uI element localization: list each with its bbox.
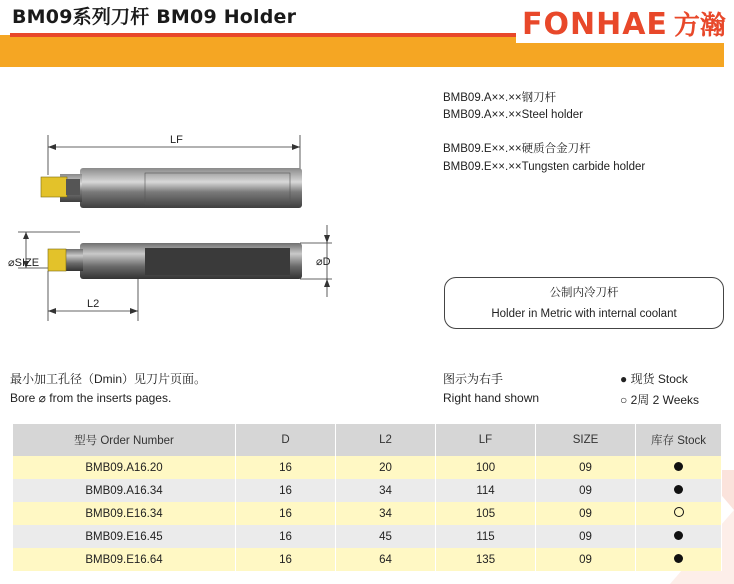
col-l2: L2 (336, 424, 436, 456)
coolant-box (444, 277, 724, 329)
col-size: SIZE (536, 424, 636, 456)
lf-label: LF (170, 134, 183, 146)
size-label: ⌀SIZE (8, 257, 40, 269)
order-table (13, 424, 722, 571)
cell-size: 09 (536, 479, 636, 502)
page-title: BM09系列刀杆 BM09 Holder (12, 6, 297, 28)
d-label: ⌀D (316, 256, 331, 268)
cell-lf: 135 (436, 548, 536, 571)
in-stock-icon (674, 531, 683, 540)
brand-logo (522, 8, 726, 43)
coolant-cn: 公制内冷刀杆 (549, 287, 619, 299)
cell-d: 16 (236, 502, 336, 525)
cell-order-number: BMB09.A16.20 (13, 456, 236, 479)
cell-size: 09 (536, 456, 636, 479)
col-stock: 库存 Stock (636, 424, 722, 456)
in-stock-icon (674, 462, 683, 471)
cell-stock (636, 456, 722, 479)
brand-accent-line (10, 33, 520, 37)
cell-lf: 105 (436, 502, 536, 525)
bore-note-cn: 最小加工孔径（Dmin）见刀片页面。 (10, 372, 207, 386)
cell-lf: 115 (436, 525, 536, 548)
cell-stock (636, 525, 722, 548)
cell-order-number: BMB09.E16.45 (13, 525, 236, 548)
cell-d: 16 (236, 456, 336, 479)
col-d: D (236, 424, 336, 456)
two-weeks-icon (674, 507, 684, 517)
table-row (13, 502, 722, 525)
spec-carbide-cn: BMB09.E××.××硬质合金刀杆 (443, 143, 591, 155)
table-row (13, 479, 722, 502)
cell-l2: 34 (336, 502, 436, 525)
holder-drawing (0, 125, 440, 325)
cell-d: 16 (236, 479, 336, 502)
cell-order-number: BMB09.A16.34 (13, 479, 236, 502)
coolant-en: Holder in Metric with internal coolant (491, 308, 677, 320)
in-stock-icon (674, 485, 683, 494)
cell-order-number: BMB09.E16.64 (13, 548, 236, 571)
cell-order-number: BMB09.E16.34 (13, 502, 236, 525)
in-stock-icon (674, 554, 683, 563)
hand-note-cn: 图示为右手 (443, 372, 504, 386)
cell-l2: 34 (336, 479, 436, 502)
legend-weeks: ○ 2周 2 Weeks (620, 393, 700, 407)
brand-name-cn: 方瀚 (673, 11, 726, 41)
hand-note-en: Right hand shown (443, 391, 540, 405)
spec-carbide-en: BMB09.E××.××Tungsten carbide holder (443, 161, 646, 173)
holder-body-top (80, 168, 302, 208)
cell-stock (636, 548, 722, 571)
insert-side (48, 249, 66, 271)
cell-l2: 64 (336, 548, 436, 571)
cell-l2: 45 (336, 525, 436, 548)
cell-lf: 100 (436, 456, 536, 479)
cell-size: 09 (536, 502, 636, 525)
col-lf: LF (436, 424, 536, 456)
table-header-row (13, 424, 722, 456)
cell-stock (636, 479, 722, 502)
insert-top (41, 177, 67, 197)
cell-stock (636, 502, 722, 525)
col-order-number: 型号 Order Number (13, 424, 236, 456)
cell-size: 09 (536, 548, 636, 571)
cell-size: 09 (536, 525, 636, 548)
cell-d: 16 (236, 525, 336, 548)
spec-steel-cn: BMB09.A××.××钢刀杆 (443, 92, 557, 104)
table-row (13, 456, 722, 479)
spec-steel-en: BMB09.A××.××Steel holder (443, 109, 584, 121)
table-row (13, 525, 722, 548)
brand-name: FONHAE (522, 7, 668, 42)
bore-note-en: Bore ⌀ from the inserts pages. (10, 391, 172, 405)
l2-label: L2 (87, 298, 100, 310)
table-row (13, 548, 722, 571)
cell-d: 16 (236, 548, 336, 571)
table-body (13, 456, 722, 571)
legend-stock: ● 现货 Stock (620, 372, 688, 386)
cell-l2: 20 (336, 456, 436, 479)
cell-lf: 114 (436, 479, 536, 502)
